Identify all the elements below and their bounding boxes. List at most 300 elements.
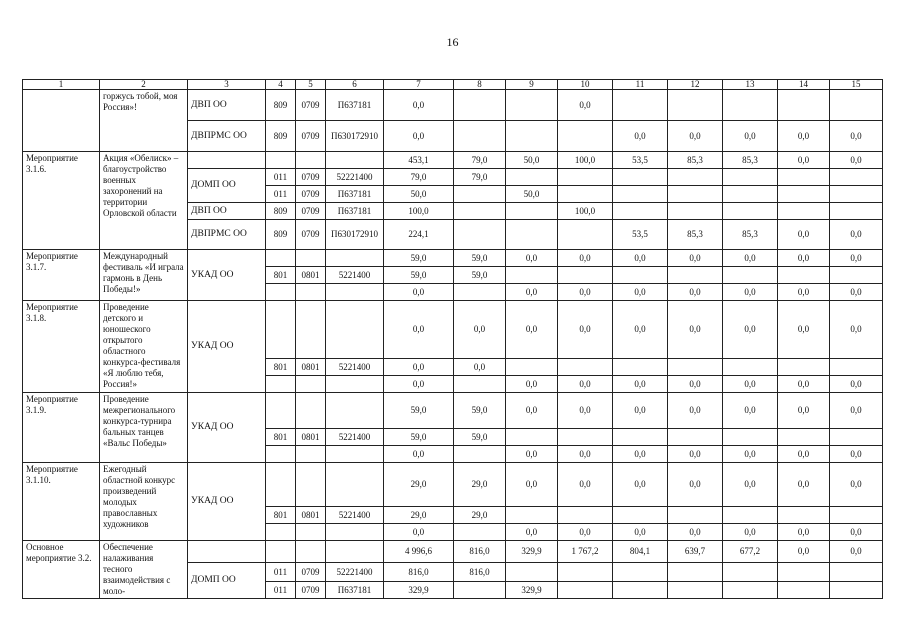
amount-cell (668, 563, 723, 582)
amount-cell (723, 359, 778, 376)
budget-code-cell (296, 524, 326, 541)
amount-cell: 0,0 (778, 446, 830, 463)
amount-cell: 0,0 (558, 301, 613, 359)
amount-cell: 0,0 (506, 301, 558, 359)
amount-cell (830, 90, 883, 121)
amount-cell (668, 267, 723, 284)
budget-code-cell: П630172910 (326, 220, 384, 250)
amount-cell: 677,2 (723, 541, 778, 563)
amount-cell: 0,0 (384, 90, 454, 121)
budget-code-cell: 0709 (296, 121, 326, 152)
amount-cell: 0,0 (506, 446, 558, 463)
amount-cell: 0,0 (830, 301, 883, 359)
amount-cell: 0,0 (830, 393, 883, 429)
amount-cell: 0,0 (613, 393, 668, 429)
budget-code-cell (326, 524, 384, 541)
amount-cell (778, 267, 830, 284)
budget-code-cell: 809 (266, 203, 296, 220)
amount-cell (558, 267, 613, 284)
amount-cell: 0,0 (830, 121, 883, 152)
performer-cell: УКАД ОО (188, 301, 266, 393)
amount-cell (723, 429, 778, 446)
amount-cell: 0,0 (384, 524, 454, 541)
amount-cell: 0,0 (668, 463, 723, 507)
amount-cell (454, 582, 506, 599)
amount-cell: 0,0 (723, 524, 778, 541)
amount-cell (668, 582, 723, 599)
amount-cell: 0,0 (723, 393, 778, 429)
activity-name-cell: Ежегодный областной конкурс произведений молодых православных художников (100, 463, 188, 541)
amount-cell: 0,0 (723, 121, 778, 152)
budget-code-cell (266, 301, 296, 359)
amount-cell (613, 267, 668, 284)
performer-cell: УКАД ОО (188, 250, 266, 301)
amount-cell: 0,0 (506, 393, 558, 429)
amount-cell (613, 203, 668, 220)
header-cell: 8 (454, 80, 506, 90)
performer-cell: ДВПРМС ОО (188, 220, 266, 250)
amount-cell (723, 203, 778, 220)
amount-cell: 85,3 (668, 152, 723, 169)
amount-cell: 4 996,6 (384, 541, 454, 563)
budget-code-cell: 52221400 (326, 563, 384, 582)
amount-cell (723, 563, 778, 582)
amount-cell: 0,0 (506, 250, 558, 267)
amount-cell (830, 186, 883, 203)
amount-cell: 0,0 (778, 250, 830, 267)
budget-code-cell (326, 250, 384, 267)
activity-name-cell: Проведение детского и юношеского открытого областного конкурса-фестиваля «Я люблю тебя, Россия!» (100, 301, 188, 393)
budget-code-cell: П637181 (326, 90, 384, 121)
header-cell: 6 (326, 80, 384, 90)
header-cell: 10 (558, 80, 613, 90)
activity-number-cell: Мероприятие 3.1.7. (23, 250, 100, 301)
amount-cell: 59,0 (454, 267, 506, 284)
amount-cell: 29,0 (454, 463, 506, 507)
budget-table (22, 79, 883, 599)
amount-cell (723, 186, 778, 203)
amount-cell (778, 582, 830, 599)
table-row (23, 393, 883, 429)
amount-cell: 816,0 (384, 563, 454, 582)
amount-cell: 53,5 (613, 152, 668, 169)
amount-cell: 29,0 (454, 507, 506, 524)
amount-cell: 0,0 (778, 376, 830, 393)
amount-cell: 59,0 (384, 429, 454, 446)
amount-cell: 0,0 (558, 284, 613, 301)
activity-number-cell: Мероприятие 3.1.10. (23, 463, 100, 541)
amount-cell: 0,0 (506, 524, 558, 541)
amount-cell (668, 359, 723, 376)
amount-cell (668, 203, 723, 220)
budget-code-cell: 011 (266, 582, 296, 599)
budget-code-cell: 0709 (296, 90, 326, 121)
table-row (23, 250, 883, 267)
amount-cell: 0,0 (558, 393, 613, 429)
amount-cell (506, 203, 558, 220)
amount-cell: 0,0 (668, 376, 723, 393)
budget-code-cell (266, 284, 296, 301)
table-row (23, 541, 883, 563)
amount-cell: 0,0 (558, 250, 613, 267)
amount-cell (558, 169, 613, 186)
amount-cell: 0,0 (778, 152, 830, 169)
budget-code-cell: 011 (266, 186, 296, 203)
amount-cell (830, 582, 883, 599)
budget-code-cell: 5221400 (326, 267, 384, 284)
amount-cell (613, 90, 668, 121)
amount-cell (613, 169, 668, 186)
amount-cell: 329,9 (506, 582, 558, 599)
amount-cell: 0,0 (384, 301, 454, 359)
budget-code-cell (326, 393, 384, 429)
header-cell: 11 (613, 80, 668, 90)
amount-cell: 0,0 (384, 284, 454, 301)
amount-cell (558, 429, 613, 446)
amount-cell: 0,0 (506, 463, 558, 507)
amount-cell (830, 507, 883, 524)
amount-cell (723, 169, 778, 186)
amount-cell: 816,0 (454, 563, 506, 582)
amount-cell: 59,0 (384, 267, 454, 284)
amount-cell: 0,0 (384, 359, 454, 376)
amount-cell (613, 429, 668, 446)
amount-cell: 0,0 (830, 541, 883, 563)
header-cell: 5 (296, 80, 326, 90)
header-cell: 13 (723, 80, 778, 90)
budget-code-cell: 011 (266, 563, 296, 582)
budget-code-cell (296, 463, 326, 507)
budget-code-cell (326, 376, 384, 393)
amount-cell (558, 582, 613, 599)
amount-cell (830, 429, 883, 446)
amount-cell (558, 359, 613, 376)
amount-cell: 0,0 (830, 250, 883, 267)
amount-cell: 79,0 (454, 169, 506, 186)
amount-cell (830, 267, 883, 284)
amount-cell: 0,0 (830, 463, 883, 507)
amount-cell: 0,0 (723, 463, 778, 507)
activity-name-cell: Международный фестиваль «И играла гармонь в День Победы!» (100, 250, 188, 301)
amount-cell (558, 186, 613, 203)
budget-code-cell: 5221400 (326, 507, 384, 524)
amount-cell (454, 203, 506, 220)
budget-code-cell: 0709 (296, 186, 326, 203)
table-row (23, 463, 883, 507)
activity-number-cell (23, 90, 100, 152)
performer-cell: ДВПРМС ОО (188, 121, 266, 152)
amount-cell (454, 524, 506, 541)
budget-code-cell: П637181 (326, 186, 384, 203)
budget-code-cell: 0709 (296, 203, 326, 220)
amount-cell: 85,3 (723, 152, 778, 169)
amount-cell: 0,0 (830, 284, 883, 301)
amount-cell (723, 507, 778, 524)
budget-code-cell: 801 (266, 359, 296, 376)
budget-code-cell (266, 376, 296, 393)
amount-cell: 79,0 (454, 152, 506, 169)
amount-cell (778, 90, 830, 121)
amount-cell: 0,0 (723, 301, 778, 359)
budget-code-cell: 0709 (296, 220, 326, 250)
amount-cell: 0,0 (778, 393, 830, 429)
amount-cell (613, 563, 668, 582)
activity-number-cell: Основное мероприятие 3.2. (23, 541, 100, 599)
amount-cell (454, 284, 506, 301)
amount-cell (454, 90, 506, 121)
budget-code-cell: 0709 (296, 582, 326, 599)
amount-cell (778, 429, 830, 446)
amount-cell: 53,5 (613, 220, 668, 250)
performer-cell (188, 152, 266, 169)
budget-code-cell (326, 463, 384, 507)
budget-code-cell: 52221400 (326, 169, 384, 186)
amount-cell: 50,0 (506, 152, 558, 169)
amount-cell (506, 267, 558, 284)
amount-cell (668, 186, 723, 203)
amount-cell: 329,9 (384, 582, 454, 599)
budget-code-cell: 809 (266, 220, 296, 250)
amount-cell: 79,0 (384, 169, 454, 186)
budget-code-cell (326, 446, 384, 463)
budget-code-cell (266, 152, 296, 169)
budget-code-cell: 011 (266, 169, 296, 186)
amount-cell: 0,0 (384, 121, 454, 152)
amount-cell: 0,0 (778, 220, 830, 250)
budget-code-cell (326, 301, 384, 359)
performer-cell (188, 541, 266, 563)
budget-code-cell: 0801 (296, 359, 326, 376)
amount-cell (830, 563, 883, 582)
amount-cell (668, 507, 723, 524)
budget-code-cell (266, 250, 296, 267)
header-cell: 3 (188, 80, 266, 90)
budget-code-cell: 5221400 (326, 359, 384, 376)
amount-cell (613, 186, 668, 203)
amount-cell: 0,0 (558, 446, 613, 463)
amount-cell: 0,0 (830, 220, 883, 250)
amount-cell: 0,0 (613, 284, 668, 301)
amount-cell (668, 429, 723, 446)
amount-cell (778, 169, 830, 186)
budget-code-cell (296, 446, 326, 463)
amount-cell (723, 582, 778, 599)
amount-cell (506, 429, 558, 446)
header-cell: 14 (778, 80, 830, 90)
table-row (23, 90, 883, 121)
amount-cell: 0,0 (613, 250, 668, 267)
amount-cell: 0,0 (778, 524, 830, 541)
activity-number-cell: Мероприятие 3.1.9. (23, 393, 100, 463)
header-cell: 1 (23, 80, 100, 90)
amount-cell (778, 507, 830, 524)
budget-code-cell: 0709 (296, 169, 326, 186)
activity-number-cell: Мероприятие 3.1.8. (23, 301, 100, 393)
amount-cell: 0,0 (778, 301, 830, 359)
amount-cell (506, 220, 558, 250)
amount-cell: 0,0 (668, 393, 723, 429)
amount-cell: 59,0 (454, 393, 506, 429)
amount-cell: 0,0 (830, 524, 883, 541)
amount-cell: 0,0 (613, 376, 668, 393)
budget-code-cell (296, 301, 326, 359)
amount-cell: 0,0 (830, 152, 883, 169)
amount-cell: 59,0 (384, 250, 454, 267)
amount-cell: 59,0 (454, 250, 506, 267)
amount-cell: 0,0 (506, 376, 558, 393)
budget-code-cell (296, 393, 326, 429)
performer-cell: ДОМП ОО (188, 169, 266, 203)
amount-cell: 59,0 (384, 393, 454, 429)
header-cell: 4 (266, 80, 296, 90)
amount-cell: 100,0 (558, 203, 613, 220)
amount-cell: 224,1 (384, 220, 454, 250)
activity-name-cell: Обеспечение налаживания тесного взаимодействия с моло- (100, 541, 188, 599)
amount-cell (454, 376, 506, 393)
amount-cell: 0,0 (506, 284, 558, 301)
amount-cell: 0,0 (778, 463, 830, 507)
amount-cell: 0,0 (668, 446, 723, 463)
amount-cell (454, 220, 506, 250)
activity-name-cell: горжусь тобой, моя Россия»! (100, 90, 188, 152)
page-number: 16 (446, 35, 459, 49)
amount-cell: 0,0 (668, 524, 723, 541)
amount-cell: 0,0 (613, 524, 668, 541)
amount-cell (454, 186, 506, 203)
budget-code-cell (266, 393, 296, 429)
amount-cell: 0,0 (454, 301, 506, 359)
budget-code-cell: 0801 (296, 507, 326, 524)
amount-cell: 100,0 (384, 203, 454, 220)
budget-code-cell: 0709 (296, 563, 326, 582)
amount-cell (613, 582, 668, 599)
budget-code-cell: 5221400 (326, 429, 384, 446)
amount-cell (723, 267, 778, 284)
amount-cell: 453,1 (384, 152, 454, 169)
amount-cell (830, 203, 883, 220)
budget-code-cell (296, 541, 326, 563)
amount-cell: 0,0 (830, 446, 883, 463)
budget-code-cell (326, 152, 384, 169)
amount-cell: 816,0 (454, 541, 506, 563)
budget-code-cell: 0801 (296, 267, 326, 284)
budget-code-cell (266, 524, 296, 541)
amount-cell: 85,3 (723, 220, 778, 250)
performer-cell: ДВП ОО (188, 203, 266, 220)
budget-code-cell: 0801 (296, 429, 326, 446)
amount-cell: 0,0 (384, 376, 454, 393)
amount-cell: 0,0 (723, 376, 778, 393)
budget-code-cell (296, 250, 326, 267)
amount-cell: 0,0 (668, 284, 723, 301)
amount-cell: 85,3 (668, 220, 723, 250)
table-body (23, 90, 883, 599)
amount-cell: 0,0 (668, 250, 723, 267)
amount-cell (558, 563, 613, 582)
amount-cell: 0,0 (558, 524, 613, 541)
budget-code-cell (296, 152, 326, 169)
budget-code-cell: 801 (266, 267, 296, 284)
header-cell: 15 (830, 80, 883, 90)
activity-number-cell: Мероприятие 3.1.6. (23, 152, 100, 250)
header-cell: 12 (668, 80, 723, 90)
amount-cell: 50,0 (384, 186, 454, 203)
amount-cell (558, 507, 613, 524)
amount-cell: 0,0 (723, 284, 778, 301)
amount-cell (454, 121, 506, 152)
amount-cell: 329,9 (506, 541, 558, 563)
amount-cell: 50,0 (506, 186, 558, 203)
amount-cell (778, 203, 830, 220)
amount-cell (506, 121, 558, 152)
activity-name-cell: Проведение межрегионального конкурса-турнира бальных танцев «Вальс Победы» (100, 393, 188, 463)
amount-cell (778, 186, 830, 203)
amount-cell (506, 359, 558, 376)
amount-cell (830, 169, 883, 186)
table-row (23, 152, 883, 169)
budget-code-cell: 809 (266, 121, 296, 152)
budget-code-cell: П630172910 (326, 121, 384, 152)
amount-cell (506, 169, 558, 186)
amount-cell: 0,0 (558, 90, 613, 121)
budget-code-cell (266, 446, 296, 463)
amount-cell: 0,0 (613, 463, 668, 507)
budget-code-cell (266, 463, 296, 507)
budget-code-cell (326, 284, 384, 301)
amount-cell: 0,0 (613, 121, 668, 152)
budget-code-cell: 801 (266, 429, 296, 446)
performer-cell: ДВП ОО (188, 90, 266, 121)
budget-code-cell: 809 (266, 90, 296, 121)
budget-code-cell (296, 376, 326, 393)
performer-cell: УКАД ОО (188, 393, 266, 463)
amount-cell (613, 359, 668, 376)
table-row (23, 301, 883, 359)
amount-cell: 0,0 (558, 376, 613, 393)
amount-cell: 0,0 (778, 121, 830, 152)
amount-cell (506, 507, 558, 524)
amount-cell: 100,0 (558, 152, 613, 169)
header-cell: 7 (384, 80, 454, 90)
amount-cell (778, 359, 830, 376)
amount-cell: 0,0 (668, 301, 723, 359)
amount-cell (613, 507, 668, 524)
amount-cell (454, 446, 506, 463)
amount-cell: 0,0 (613, 446, 668, 463)
amount-cell (668, 169, 723, 186)
budget-code-cell (326, 541, 384, 563)
amount-cell: 0,0 (668, 121, 723, 152)
amount-cell: 0,0 (723, 250, 778, 267)
amount-cell (558, 220, 613, 250)
amount-cell: 0,0 (723, 446, 778, 463)
amount-cell: 59,0 (454, 429, 506, 446)
amount-cell: 0,0 (778, 284, 830, 301)
budget-code-cell: П637181 (326, 582, 384, 599)
amount-cell (506, 563, 558, 582)
performer-cell: ДОМП ОО (188, 563, 266, 599)
budget-code-cell: П637181 (326, 203, 384, 220)
header-row (23, 80, 883, 90)
header-cell: 2 (100, 80, 188, 90)
amount-cell (506, 90, 558, 121)
amount-cell: 0,0 (384, 446, 454, 463)
amount-cell: 0,0 (454, 359, 506, 376)
amount-cell (668, 90, 723, 121)
performer-cell: УКАД ОО (188, 463, 266, 541)
header-cell: 9 (506, 80, 558, 90)
amount-cell: 0,0 (778, 541, 830, 563)
